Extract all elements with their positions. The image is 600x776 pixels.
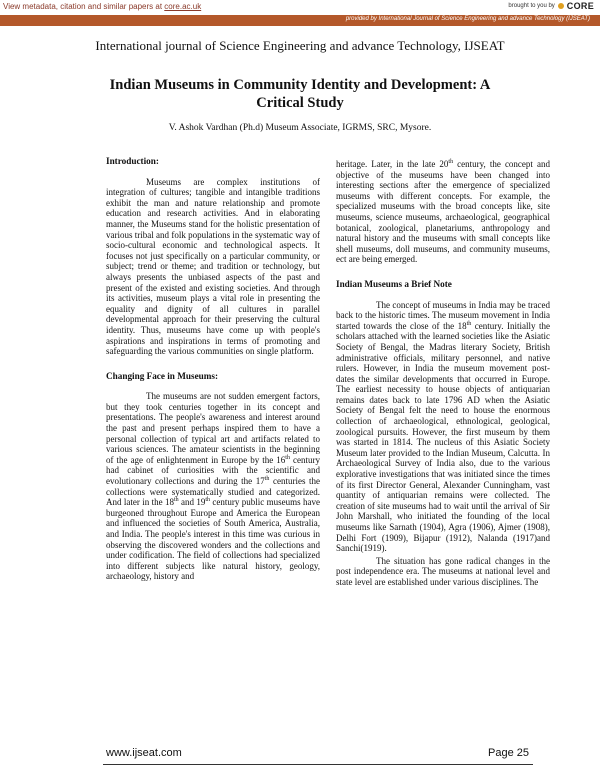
brief-note-heading: Indian Museums a Brief Note [336, 278, 452, 289]
right-column [336, 159, 550, 602]
brief-note-paragraph: The concept of museums in India may be traced back to the historic times. The museum movement in India started towards the close of the 18th century. Initially the scholars attached with the learned societies like the Asiatic Society of Bengal, the Madras literary Society, British administrative officials, military personnel, and native rulers. However, in India the museum movement post-dates the similar developments that occurred in Europe. The earliest necessity to house objects of antiquarian remains dates back to late 1796 AD when the Asiatic Society of Bengal felt the need to house the enormous collection of archaeological, ethnological, geological, zoological pursuits. However, the first museum by them was started in 1814. The nucleus of this Asiatic Society Museum later provided to the Indian Museum, Calcutta. In Archaeological Survey of India also, due to the various explorative investigations that was initiated since the times of its first Director General, Alexander Cunningham, vast quantity of antiquarian remains were collected. The creation of site museums had to wait until the arrival of Sir John Marshall, who initiated the founding of the local museums like Sarnath (1904), Agra (1906), Ajmer (1908), Delhi Fort (1909), Bijapur (1912), Nalanda (1917)and Sanchi(1919). [336, 299, 550, 554]
continued-paragraph: heritage. Later, in the late 20th century, the concept and objective of the museums have been changed into interesting sections after the emergence of specialized museums with different concepts. For example, the specialized museums with the broad concepts like, site museums, science museums, archaeological, geographical botanical, zoological, planetariums, anthropology and natural history and the museums with small concepts like shell museums, doll museums, and community museums, ect are being emerged. [336, 159, 550, 265]
paper-title: Indian Museums in Community Identity and Development: A Critical Study [109, 77, 491, 111]
view-metadata-link[interactable] [3, 2, 201, 11]
core-bar [0, 0, 600, 14]
brought-by-text: brought to you by [508, 3, 555, 9]
situation-paragraph: The situation has gone radical changes in the post independence era. The museums at national level and state level are established under various disciplines. The [336, 555, 550, 587]
core-logo-icon [558, 3, 564, 9]
journal-header: International journal of Science Engineering and advance Technology, IJSEAT [95, 38, 505, 53]
core-logo: CORE [566, 1, 594, 11]
core-site-link[interactable]: core.ac.uk [164, 2, 202, 11]
changing-face-paragraph: The museums are not sudden emergent factors, but they took centuries together in its concept and presentations. The people's awareness and interest around the past and present perhaps inspired them to have a personal collection of typical art and artifacts related to various sciences. The amateur scientists in the beginning of the age of enlightenment in Europe by the 16th century had cabinet of curiosities with the scientific and evolutionary collections and during the 17th centuries the collections were systematically studied and categorized. And later in the 18th and 19th century public museums have burgeoned throughout Europe and America the European and influenced the societies of South America, Australia, and India. The people's interest in this time was curious in observing the discovered wonders and the collections and under codification. The field of collections had specialized into different subjects like natural history, geology, archaeology, history and [106, 391, 320, 582]
footer-site[interactable]: www.ijseat.com [106, 747, 182, 759]
author-line: V. Ashok Vardhan (Ph.d) Museum Associate, IGRMS, SRC, Mysore. [168, 123, 432, 133]
footer-page-number: Page 25 [488, 747, 529, 759]
provided-by-bar [0, 15, 600, 26]
brought-by[interactable] [508, 1, 594, 11]
provided-by-text: provided by International Journal of Science Engineering and advance Technology (IJSEAT) [345, 16, 590, 22]
view-metadata-text: View metadata, citation and similar papers at [3, 2, 165, 11]
intro-paragraph: Museums are complex institutions of integration of cultures; tangible and intangible traditions exhibit the man and nature relationship and promote education and research activities. And in elaborating manner, the Museums stand for the holistic presentation of various tribal and folk populations in the systematic way of socio-cultural economic and technological aspects. It focuses not just specifically on a particular community, or subject; trend or theme; and tradition or technology, but always presents the unbiased aspects of the past and present of the existed and existing societies. And through its activities, museum plays a vital role in presenting the equality and dignity of all cultures in parallel developmental approach for their preserving the cultural identity. Thus, museums have come up with people's aspirations and inspirations in terms of promoting and safeguarding the various communities on single platform. [106, 176, 320, 357]
left-column [106, 156, 320, 596]
intro-heading: Introduction: [106, 156, 159, 166]
footer-rule [103, 764, 533, 765]
changing-face-heading: Changing Face in Museums: [106, 370, 219, 381]
